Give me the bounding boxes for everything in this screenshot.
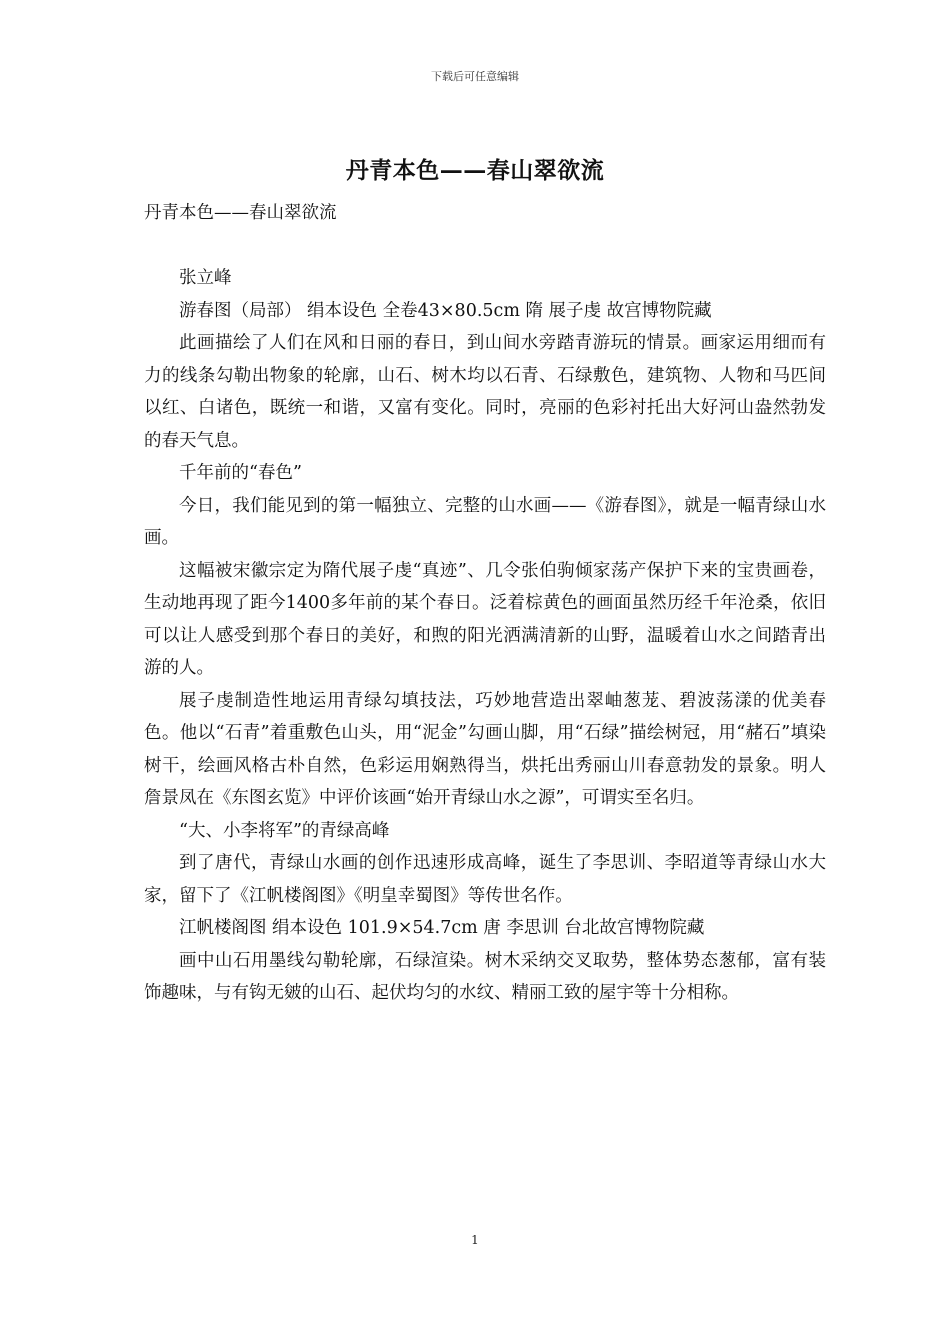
body-paragraph: 展子虔制造性地运用青绿勾填技法，巧妙地营造出翠岫葱茏、碧波荡漾的优美春色。他以“石青”着重敷色山头，用“泥金”勾画山脚，用“石绿”描绘树冠，用“赭石”填染树干，绘画风格古朴自然，色彩运用娴熟得当，烘托出秀丽山川春意勃发的景象。明人詹景凤在《东图玄览》中评价该画“始开青绿山水之源”，可谓实至名归。: [144, 690, 826, 808]
header-note: 下载后可任意编辑: [431, 70, 519, 83]
body-paragraph: 今日，我们能见到的第一幅独立、完整的山水画——《游春图》，就是一幅青绿山水画。: [144, 495, 826, 548]
author-paragraph: 张立峰: [179, 268, 232, 288]
page-number: 1: [471, 1233, 479, 1247]
caption-paragraph: 江帆楼阁图 绢本设色 101.9×54.7cm 唐 李思训 台北故宫博物院藏: [179, 918, 705, 938]
document-title: 丹青本色——春山翠欲流: [345, 157, 605, 184]
caption-paragraph: 游春图（局部） 绢本设色 全卷43×80.5cm 隋 展子虔 故宫博物院藏: [179, 300, 712, 321]
section-heading: 千年前的“春色”: [179, 463, 302, 483]
body-paragraph: 此画描绘了人们在风和日丽的春日，到山间水旁踏青游玩的情景。画家运用细而有力的线条勾勒出物象的轮廓，山石、树木均以石青、石绿敷色，建筑物、人物和马匹间以红、白诸色，既统一和谐，又富有变化。同时，亮丽的色彩衬托出大好河山盎然勃发的春天气息。: [144, 333, 826, 451]
section-heading: “大、小李将军”的青绿高峰: [179, 820, 390, 841]
body-paragraph: 画中山石用墨线勾勒轮廓，石绿渲染。树木采纳交叉取势，整体势态葱郁，富有装饰趣味，与有钩无皴的山石、起伏均匀的水纹、精丽工致的屋宇等十分相称。: [144, 950, 826, 1003]
document-body: [144, 197, 826, 1010]
body-paragraph: 这幅被宋徽宗定为隋代展子虔“真迹”、几令张伯驹倾家荡产保护下来的宝贵画卷，生动地再现了距今1400多年前的某个春日。泛着棕黄色的画面虽然历经千年沧桑，依旧可以让人感受到那个春日的美好，和煦的阳光洒满清新的山野，温暖着山水之间踏青出游的人。: [144, 560, 826, 678]
body-paragraph: 到了唐代，青绿山水画的创作迅速形成高峰，诞生了李思训、李昭道等青绿山水大家，留下了《江帆楼阁图》《明皇幸蜀图》等传世名作。: [144, 853, 826, 906]
subtitle-paragraph: 丹青本色——春山翠欲流: [144, 203, 337, 223]
blank-line: [144, 230, 826, 263]
